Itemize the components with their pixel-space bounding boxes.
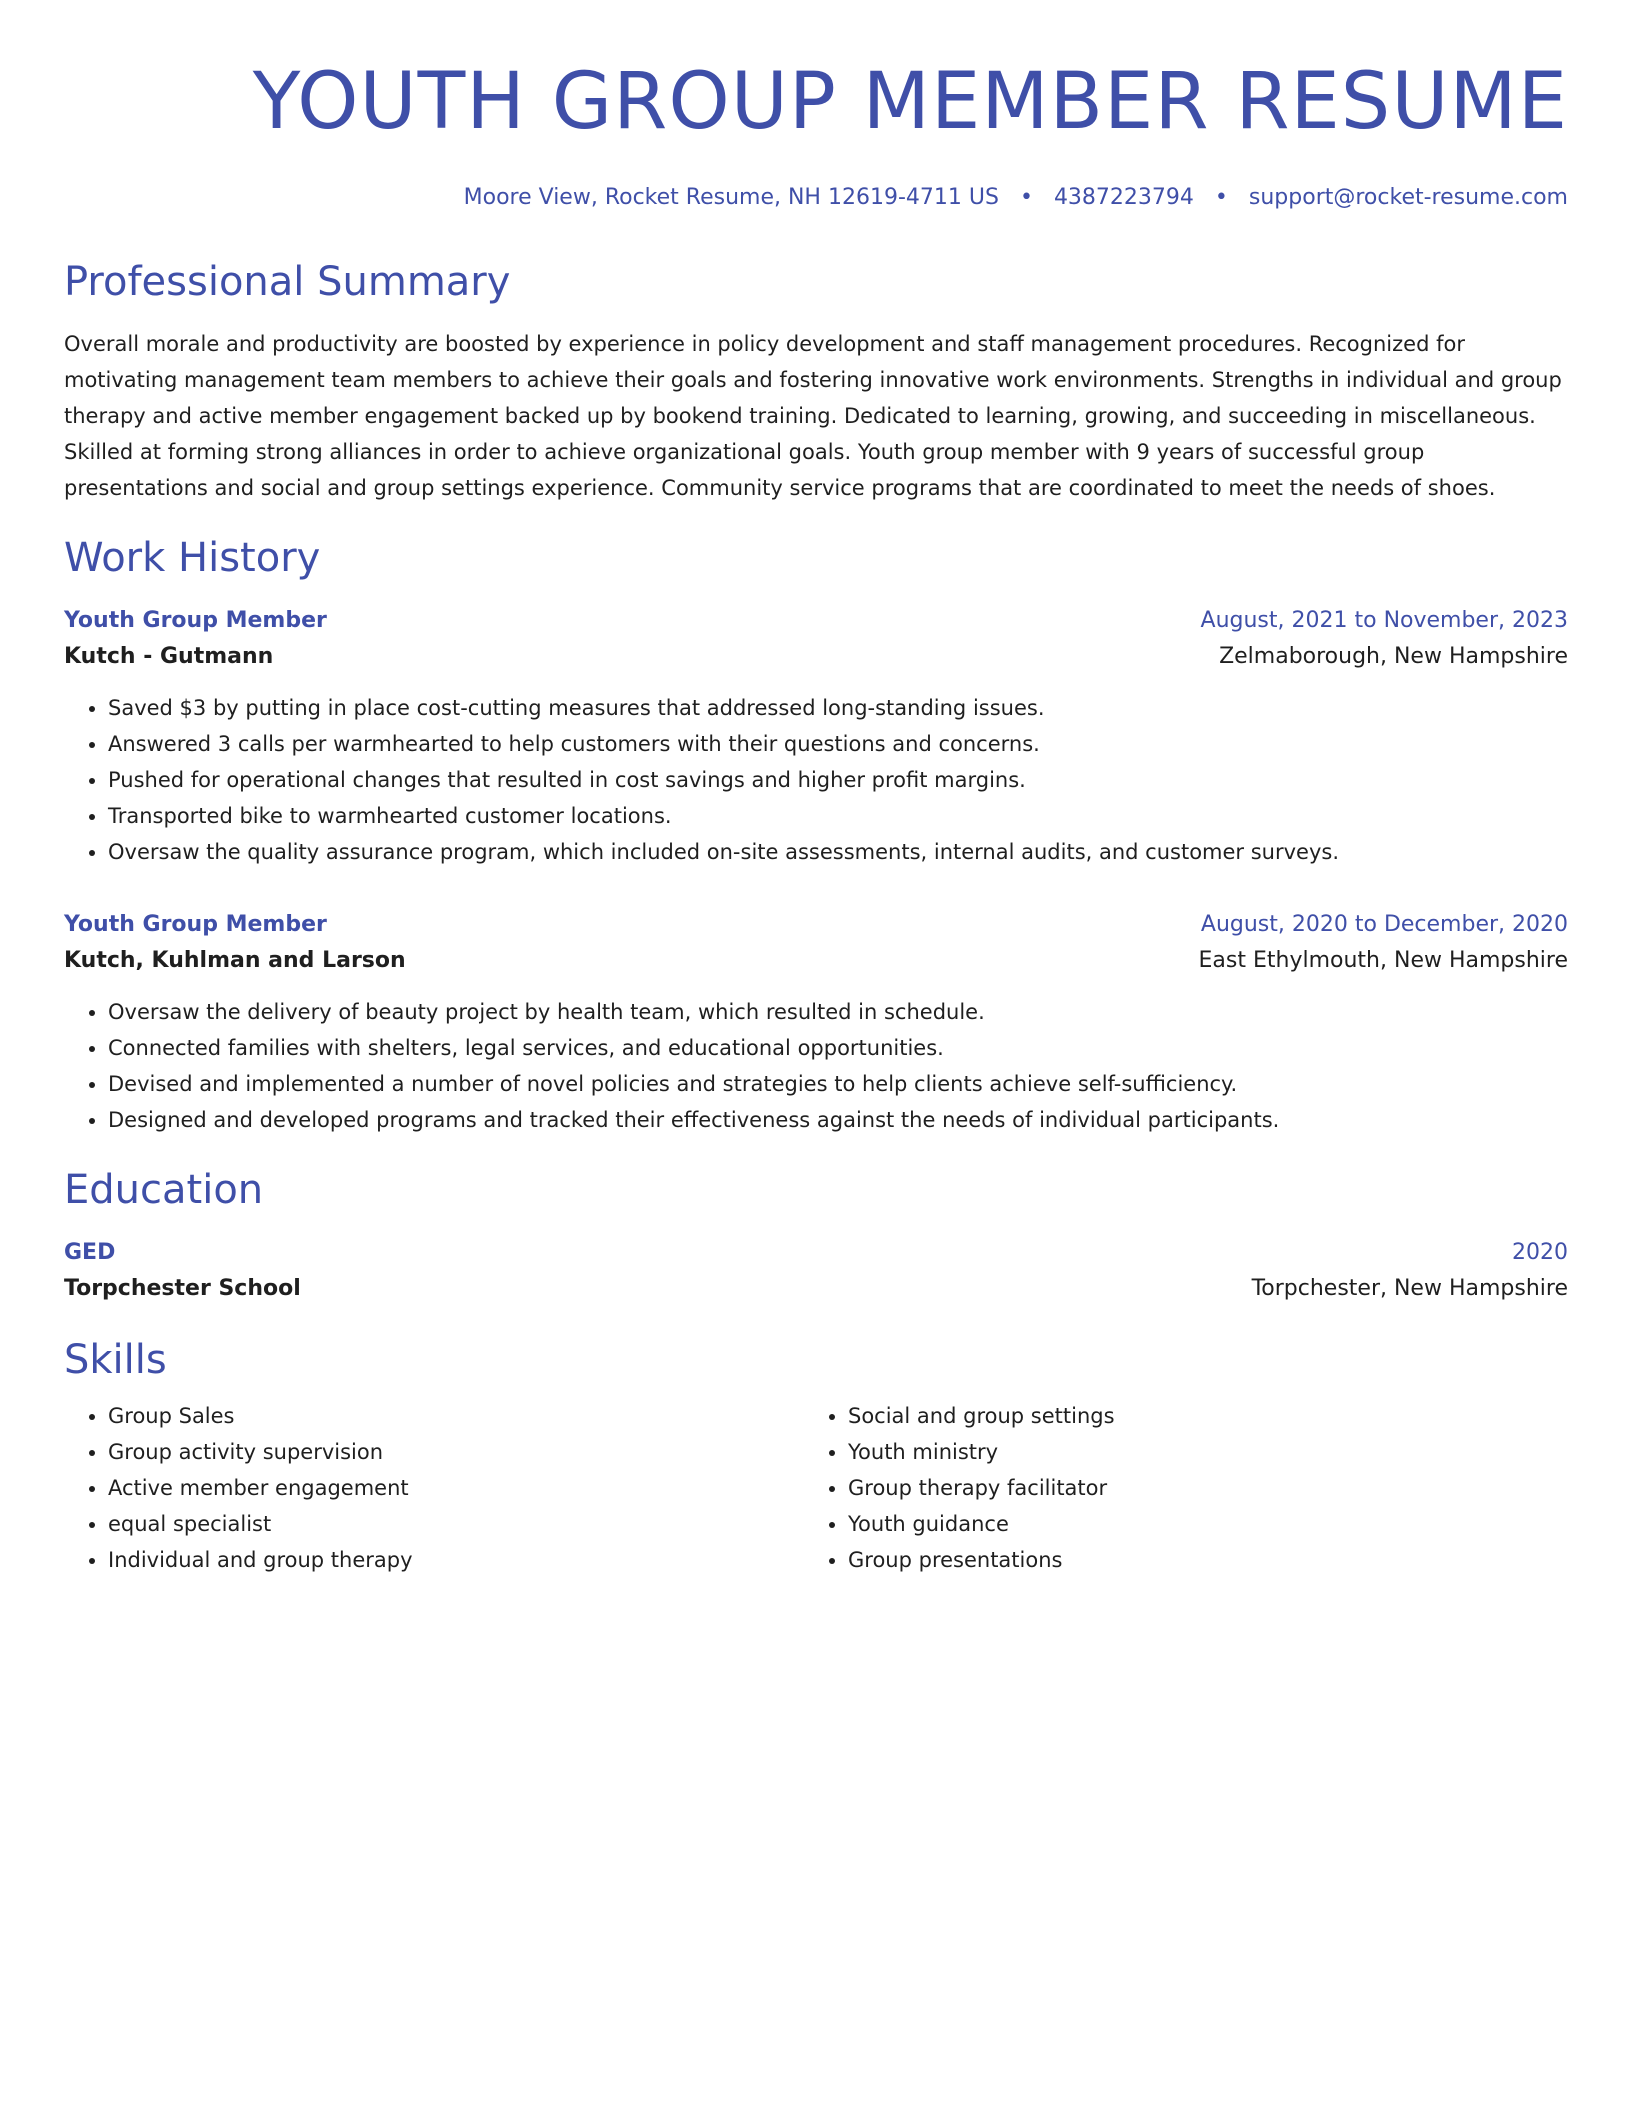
contact-phone: 4387223794 <box>1053 185 1194 210</box>
job-location: East Ethylmouth, New Hampshire <box>1198 948 1568 973</box>
job-entry <box>64 604 1568 870</box>
job-bullet: • Devised and implemented a number of novel policies and strategies to help clients achieve self-sufficiency. <box>108 1066 1568 1102</box>
job-bullet: • Oversaw the delivery of beauty project by health team, which resulted in schedule. <box>108 994 1568 1030</box>
skill-item: • Youth guidance <box>848 1506 1544 1542</box>
skill-item: • Individual and group therapy <box>108 1542 804 1578</box>
job-bullets <box>64 994 1568 1138</box>
job-dates: August, 2021 to November, 2023 <box>1200 608 1568 633</box>
job-bullet: • Designed and developed programs and tracked their effectiveness against the needs of individual participants. <box>108 1102 1568 1138</box>
job-title-row <box>64 908 1568 942</box>
contact-address: Moore View, Rocket Resume, NH 12619-4711 US <box>463 185 999 210</box>
skill-item: • Active member engagement <box>108 1470 804 1506</box>
contact-line <box>64 182 1568 214</box>
education-year: 2020 <box>1512 1240 1568 1265</box>
summary-section <box>64 256 1568 506</box>
job-location: Zelmaborough, New Hampshire <box>1219 644 1568 669</box>
skills-list <box>64 1398 804 1578</box>
job-bullet: • Connected families with shelters, legal services, and educational opportunities. <box>108 1030 1568 1066</box>
skills-section <box>64 1334 1568 1578</box>
skill-item: • Youth ministry <box>848 1434 1544 1470</box>
skills-heading: Skills <box>64 1337 167 1383</box>
education-school: Torpchester School <box>64 1276 301 1301</box>
skill-item: • Social and group settings <box>848 1398 1544 1434</box>
job-company: Kutch - Gutmann <box>64 644 274 669</box>
work-history-heading: Work History <box>64 535 321 581</box>
work-history-section <box>64 532 1568 1138</box>
skill-item: • Group activity supervision <box>108 1434 804 1470</box>
resume-title: YOUTH GROUP MEMBER RESUME <box>252 57 1568 147</box>
job-bullet: • Saved $3 by putting in place cost-cutting measures that addressed long-standing issues. <box>108 690 1568 726</box>
job-bullets <box>64 690 1568 870</box>
skills-column-right <box>804 1398 1544 1578</box>
resume-header <box>64 48 1568 214</box>
skill-item: • Group therapy facilitator <box>848 1470 1544 1506</box>
skill-item: • equal specialist <box>108 1506 804 1542</box>
job-entry <box>64 908 1568 1138</box>
job-title: Youth Group Member <box>64 608 327 633</box>
job-bullet: • Pushed for operational changes that resulted in cost savings and higher profit margins. <box>108 762 1568 798</box>
skills-list <box>804 1398 1544 1578</box>
education-section <box>64 1164 1568 1308</box>
education-entry <box>64 1236 1568 1308</box>
contact-email: support@rocket-resume.com <box>1248 185 1568 210</box>
summary-text: Overall morale and productivity are boosted by experience in policy development and staff management procedures. Recognized for motivating management team members to achieve their goals and fostering innovative work environments. Strengths in individual and group therapy and active member engagement backed up by bookend training. Dedicated to learning, growing, and succeeding in miscellaneous. Skilled at forming strong alliances in order to achieve organizational goals. Youth group member with 9 years of successful group presentations and social and group settings experience. Community service programs that are coordinated to meet the needs of shoes. <box>64 332 1562 500</box>
education-heading: Education <box>64 1167 264 1213</box>
skills-column-left <box>64 1398 804 1578</box>
job-company: Kutch, Kuhlman and Larson <box>64 948 406 973</box>
job-bullet: • Transported bike to warmhearted customer locations. <box>108 798 1568 834</box>
skill-item: • Group presentations <box>848 1542 1544 1578</box>
education-location: Torpchester, New Hampshire <box>1251 1276 1568 1301</box>
job-company-row <box>64 638 1568 676</box>
contact-separator: • <box>1214 185 1228 210</box>
job-title: Youth Group Member <box>64 912 327 937</box>
summary-heading: Professional Summary <box>64 259 511 305</box>
contact-separator: • <box>1019 185 1033 210</box>
skills-grid <box>64 1398 1568 1578</box>
job-bullet: • Answered 3 calls per warmhearted to help customers with their questions and concerns. <box>108 726 1568 762</box>
skill-item: • Group Sales <box>108 1398 804 1434</box>
job-dates: August, 2020 to December, 2020 <box>1200 912 1568 937</box>
education-degree-row <box>64 1236 1568 1270</box>
education-degree: GED <box>64 1240 116 1265</box>
education-school-row <box>64 1270 1568 1308</box>
job-title-row <box>64 604 1568 638</box>
job-company-row <box>64 942 1568 980</box>
job-bullet: • Oversaw the quality assurance program, which included on-site assessments, internal audits, and customer surveys. <box>108 834 1568 870</box>
